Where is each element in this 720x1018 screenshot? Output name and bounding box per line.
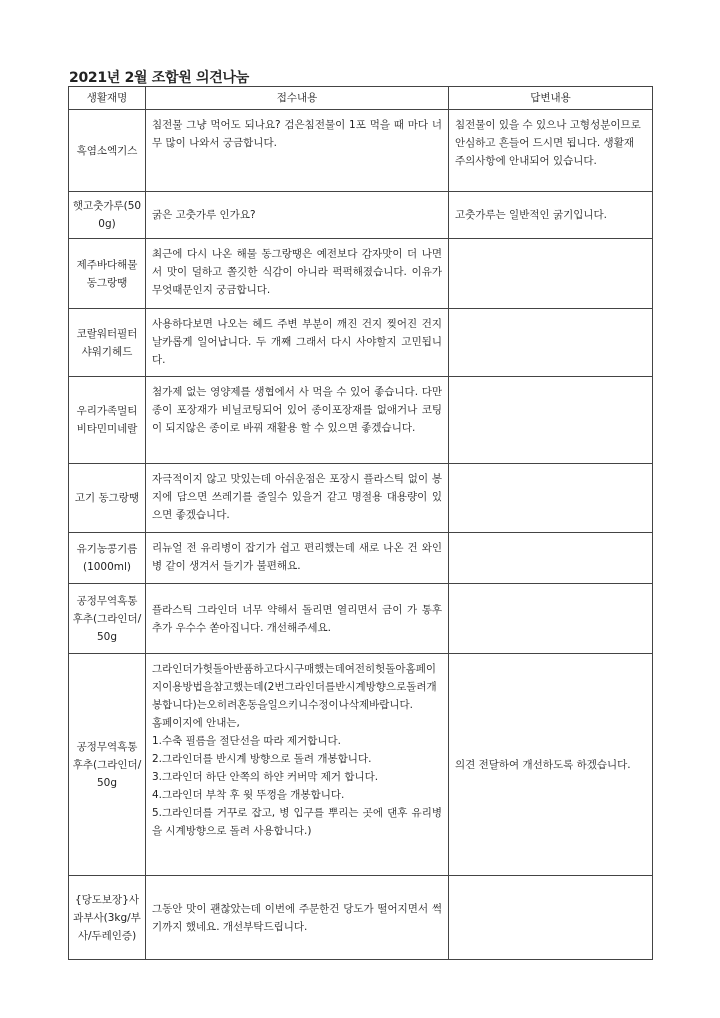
answer-content: 침전물이 있을 수 있으나 고형성분이므로 안심하고 흔들어 드시면 됩니다. 생활재 주의사항에 안내되어 있습니다. [449,110,653,192]
table-header-row [69,87,653,110]
content-line: 1.수축 필름을 절단선을 따라 제거합니다. [152,735,341,747]
table-row [69,584,653,654]
request-content: 침전물 그냥 먹어도 되나요? 검은침전물이 1포 먹을 때 마다 너무 많이 나와서 궁금합니다. [146,110,449,192]
item-name: 공정무역흑통후추(그라인더/50g [69,654,146,876]
request-content: 플라스틱 그라인더 너무 약해서 돌리면 열리면서 금이 가 통후추가 우수수 쏟아집니다. 개선해주세요. [146,584,449,654]
item-name: 흑염소엑기스 [69,110,146,192]
answer-content [449,309,653,377]
header-answer: 답변내용 [449,87,653,110]
answer-content [449,584,653,654]
content-line: 4.그라인더 부착 후 윗 뚜껑을 개봉합니다. [152,789,345,801]
opinion-table [68,86,653,960]
request-content: 첨가제 없는 영양제를 생협에서 사 먹을 수 있어 좋습니다. 다만 종이 포장재가 비닐코팅되어 있어 종이포장재를 없애거나 코팅이 되지않은 종이로 바꿔 재활용 할 수 있으면 좋겠습니다. [146,377,449,464]
request-content: 그동안 맛이 괜찮았는데 이번에 주문한건 당도가 떨어지면서 썩기까지 했네요. 개선부탁드립니다. [146,876,449,960]
header-content: 접수내용 [146,87,449,110]
answer-content [449,464,653,533]
table-row [69,377,653,464]
table-row [69,654,653,876]
item-name: {당도보장}사과부사(3kg/부사/두레인증) [69,876,146,960]
answer-content: 고춧가루는 일반적인 굵기입니다. [449,192,653,239]
table-row [69,239,653,309]
table-row [69,876,653,960]
request-content: 최근에 다시 나온 해물 동그랑땡은 예전보다 감자맛이 더 나면서 맛이 덜하고 쫄깃한 식감이 아니라 퍽퍽해졌습니다. 이유가 무엇때문인지 궁금합니다. [146,239,449,309]
request-content: 사용하다보면 나오는 헤드 주변 부분이 깨진 건지 찢어진 건지 날카롭게 일어납니다. 두 개째 그래서 다시 사야할지 고민됩니다. [146,309,449,377]
item-name: 제주바다해물동그랑땡 [69,239,146,309]
request-content: 굵은 고춧가루 인가요? [146,192,449,239]
table-row [69,464,653,533]
table-row [69,533,653,584]
table-row [69,309,653,377]
content-line: 2.그라인더를 반시계 방향으로 돌려 개봉합니다. [152,753,372,765]
table-row [69,192,653,239]
content-line: 그라인더가헛돌아반품하고다시구매했는데여전히헛돌아홈페이지이용방법을참고했는데(2번그라인더를반시계방향으로돌려개봉합니다)는오히려혼동을일으키니수정이나삭제바랍니다. [152,663,437,711]
request-content: 리뉴얼 전 유리병이 잡기가 쉽고 편리했는데 새로 나온 건 와인병 같이 생겨서 들기가 불편해요. [146,533,449,584]
answer-content [449,876,653,960]
item-name: 유기농콩기름(1000ml) [69,533,146,584]
item-name: 코랄워터필터샤워기헤드 [69,309,146,377]
item-name: 공정무역흑통후추(그라인더/50g [69,584,146,654]
item-name: 우리가족멀티비타민미네랄 [69,377,146,464]
content-line: 3.그라인더 하단 안쪽의 하얀 커버막 제거 합니다. [152,771,379,783]
item-name: 고기 동그랑땡 [69,464,146,533]
answer-content [449,533,653,584]
answer-content: 의견 전달하여 개선하도록 하겠습니다. [449,654,653,876]
page-title: 2021년 2월 조합원 의견나눔 [69,70,249,86]
header-item: 생활재명 [69,87,146,110]
answer-content [449,239,653,309]
item-name: 햇고춧가루(500g) [69,192,146,239]
answer-content [449,377,653,464]
content-line: 홈페이지에 안내는, [152,717,240,729]
request-content [146,654,449,876]
table-row [69,110,653,192]
request-content: 자극적이지 않고 맛있는데 아쉬운점은 포장시 플라스틱 없이 봉지에 담으면 쓰레기를 줄일수 있을거 같고 명절용 대용량이 있으면 좋겠습니다. [146,464,449,533]
content-line: 5.그라인더를 거꾸로 잡고, 병 입구를 뿌리는 곳에 댄후 유리병을 시계방향으로 돌려 사용합니다.) [152,807,442,837]
